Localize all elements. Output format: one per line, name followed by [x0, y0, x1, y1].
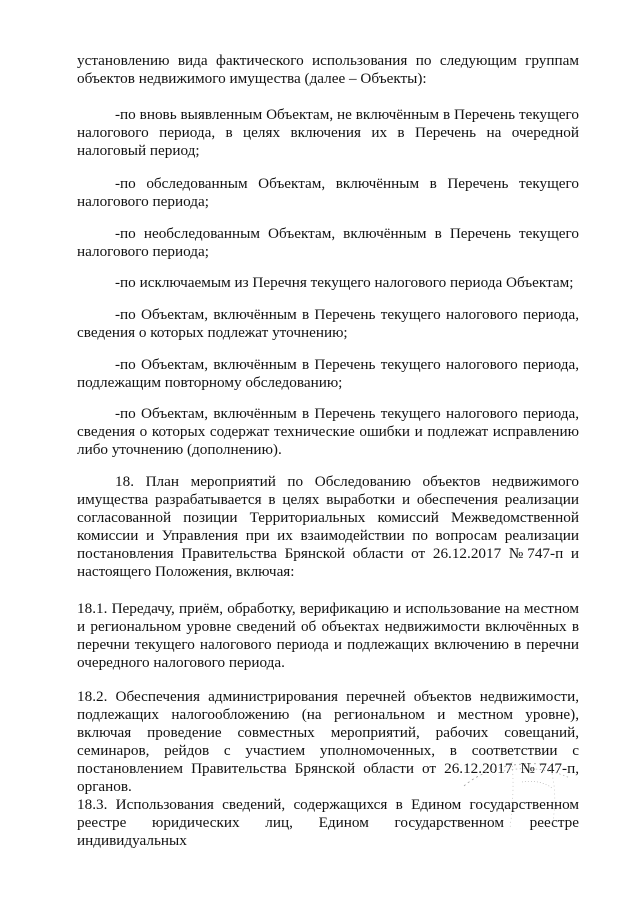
list-item-to-clarify: -по Объектам, включённым в Перечень текущего налогового периода, сведения о которых подлежат уточнению; [77, 306, 579, 341]
list-item-newly-identified: -по вновь выявленным Объектам, не включённым в Перечень текущего налогового периода, в целях включения их в Перечень на очередной налоговый период; [77, 106, 579, 159]
paragraph-18-1: 18.1. Передачу, приём, обработку, верификацию и использование на местном и региональном уровне сведений об объектах недвижимости включённых в перечни текущего налогового периода и подлежащих включению в перечни очередного налогового периода. [77, 600, 579, 671]
list-item-surveyed: -по обследованным Объектам, включённым в Перечень текущего налогового периода; [77, 175, 579, 210]
paragraph-18-3: 18.3. Использования сведений, содержащихся в Едином государственном реестре юридических лиц, Едином государственном реестре индивидуальных [77, 796, 579, 849]
paragraph-intro: установлению вида фактического использования по следующим группам объектов недвижимого имущества (далее – Объекты): [77, 52, 579, 87]
paragraph-18-2: 18.2. Обеспечения администрирования перечней объектов недвижимости, подлежащих налогообложению (на региональном и местном уровне), включая проведение совместных мероприятий, рабочих совещаний, семинаров, рейдов с участием уполномоченных, в соответствии с постановлением Правительства Брянской области от 26.12.2017 №747-п, органов. [77, 688, 579, 795]
list-item-resurvey: -по Объектам, включённым в Перечень текущего налогового периода, подлежащим повторному обследованию; [77, 356, 579, 391]
list-item-excluded: -по исключаемым из Перечня текущего налогового периода Объектам; [115, 274, 574, 291]
paragraph-18: 18. План мероприятий по Обследованию объектов недвижимого имущества разрабатывается в целях выработки и обеспечения реализации согласованной позиции Территориальных комиссий Межведомственной комиссии и Управления при их взаимодействии по вопросам реализации постановления Правительства Брянской области от 26.12.2017 №747-п и настоящего Положения, включая: [77, 473, 579, 580]
list-item-unsurveyed: -по необследованным Объектам, включённым в Перечень текущего налогового периода; [77, 225, 579, 260]
list-item-technical-errors: -по Объектам, включённым в Перечень текущего налогового периода, сведения о которых содержат технические ошибки и подлежат исправлению либо уточнению (дополнению). [77, 405, 579, 458]
